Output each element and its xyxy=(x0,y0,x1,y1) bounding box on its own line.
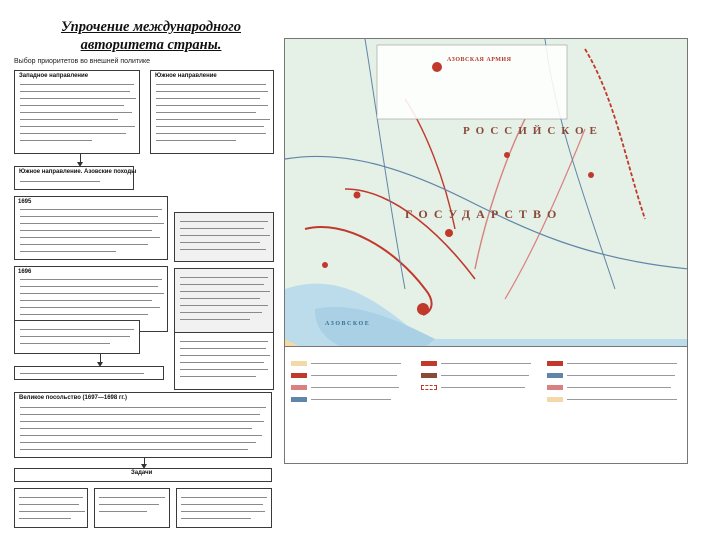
city-marker-icon xyxy=(432,62,442,72)
task-craftsmen-box xyxy=(94,488,170,528)
legend-swatch-right-4 xyxy=(547,397,563,402)
south-tasks-title: Южное направление. Азовские походы xyxy=(19,169,137,175)
south-weakness-box xyxy=(14,320,140,354)
grand-embassy-box xyxy=(14,392,272,458)
map-label-state: ГОСУДАРСТВО xyxy=(405,207,563,221)
legend-swatch-second xyxy=(291,385,307,390)
azov-result-box xyxy=(174,268,274,334)
tasks-box xyxy=(14,468,272,482)
south-tasks-box xyxy=(14,166,137,190)
city-marker-icon xyxy=(354,192,361,199)
slide-title xyxy=(26,18,276,54)
tasks-title: Задачи xyxy=(131,470,153,476)
task-education-box xyxy=(176,488,272,528)
west-direction-title: Западное направление xyxy=(19,73,89,79)
west-direction-box xyxy=(14,70,140,154)
legend-swatch-border xyxy=(421,385,437,390)
azov-route-2 xyxy=(345,189,475,279)
legend-swatch-battle xyxy=(421,361,437,366)
arrow-down-icon xyxy=(100,354,101,364)
azov-second-campaign-year: 1696 xyxy=(18,269,32,275)
city-marker-icon xyxy=(445,229,453,237)
scheme-heading: Выбор приоритетов во внешней политике xyxy=(14,58,151,65)
arrow-down-icon xyxy=(144,458,145,466)
map-label-azov-sea: АЗОВСКОЕ xyxy=(325,321,371,327)
map-label-azov-army: АЗОВСКАЯ АРМИЯ xyxy=(447,57,512,63)
south-direction-box xyxy=(150,70,274,154)
legend-swatch-fortress xyxy=(421,373,437,378)
map-legend xyxy=(284,346,688,464)
city-marker-icon xyxy=(588,172,594,178)
fleet-construction-box xyxy=(174,332,274,390)
south-direction-title: Южное направление xyxy=(155,73,217,79)
foreign-policy-scheme xyxy=(10,56,278,530)
legend-swatch-steppe xyxy=(291,361,307,366)
arrow-down-icon xyxy=(80,154,81,164)
azov-first-campaign-year: 1695 xyxy=(18,199,32,205)
city-marker-icon xyxy=(417,303,429,315)
azov-first-campaign-box xyxy=(14,196,168,260)
legend-swatch-right-3 xyxy=(547,385,563,390)
slide-title-line-1: Упрочение международного xyxy=(60,19,242,35)
allies-search-box xyxy=(14,366,164,380)
legend-swatch-right-1 xyxy=(547,361,563,366)
grand-embassy-title: Великое посольство (1697—1698 гг.) xyxy=(19,395,127,401)
azov-route-3 xyxy=(475,119,525,269)
legend-swatch-fleet xyxy=(291,397,307,402)
legend-swatch-right-2 xyxy=(547,373,563,378)
azov-preparation-box xyxy=(174,212,274,262)
city-marker-icon xyxy=(504,152,510,158)
legend-swatch-route xyxy=(291,373,307,378)
city-marker-icon xyxy=(322,262,328,268)
map-label-russia: РОССИЙСКОЕ xyxy=(463,125,603,137)
slide-title-line-2: авторитета страны. xyxy=(80,37,222,53)
task-allies-box xyxy=(14,488,88,528)
